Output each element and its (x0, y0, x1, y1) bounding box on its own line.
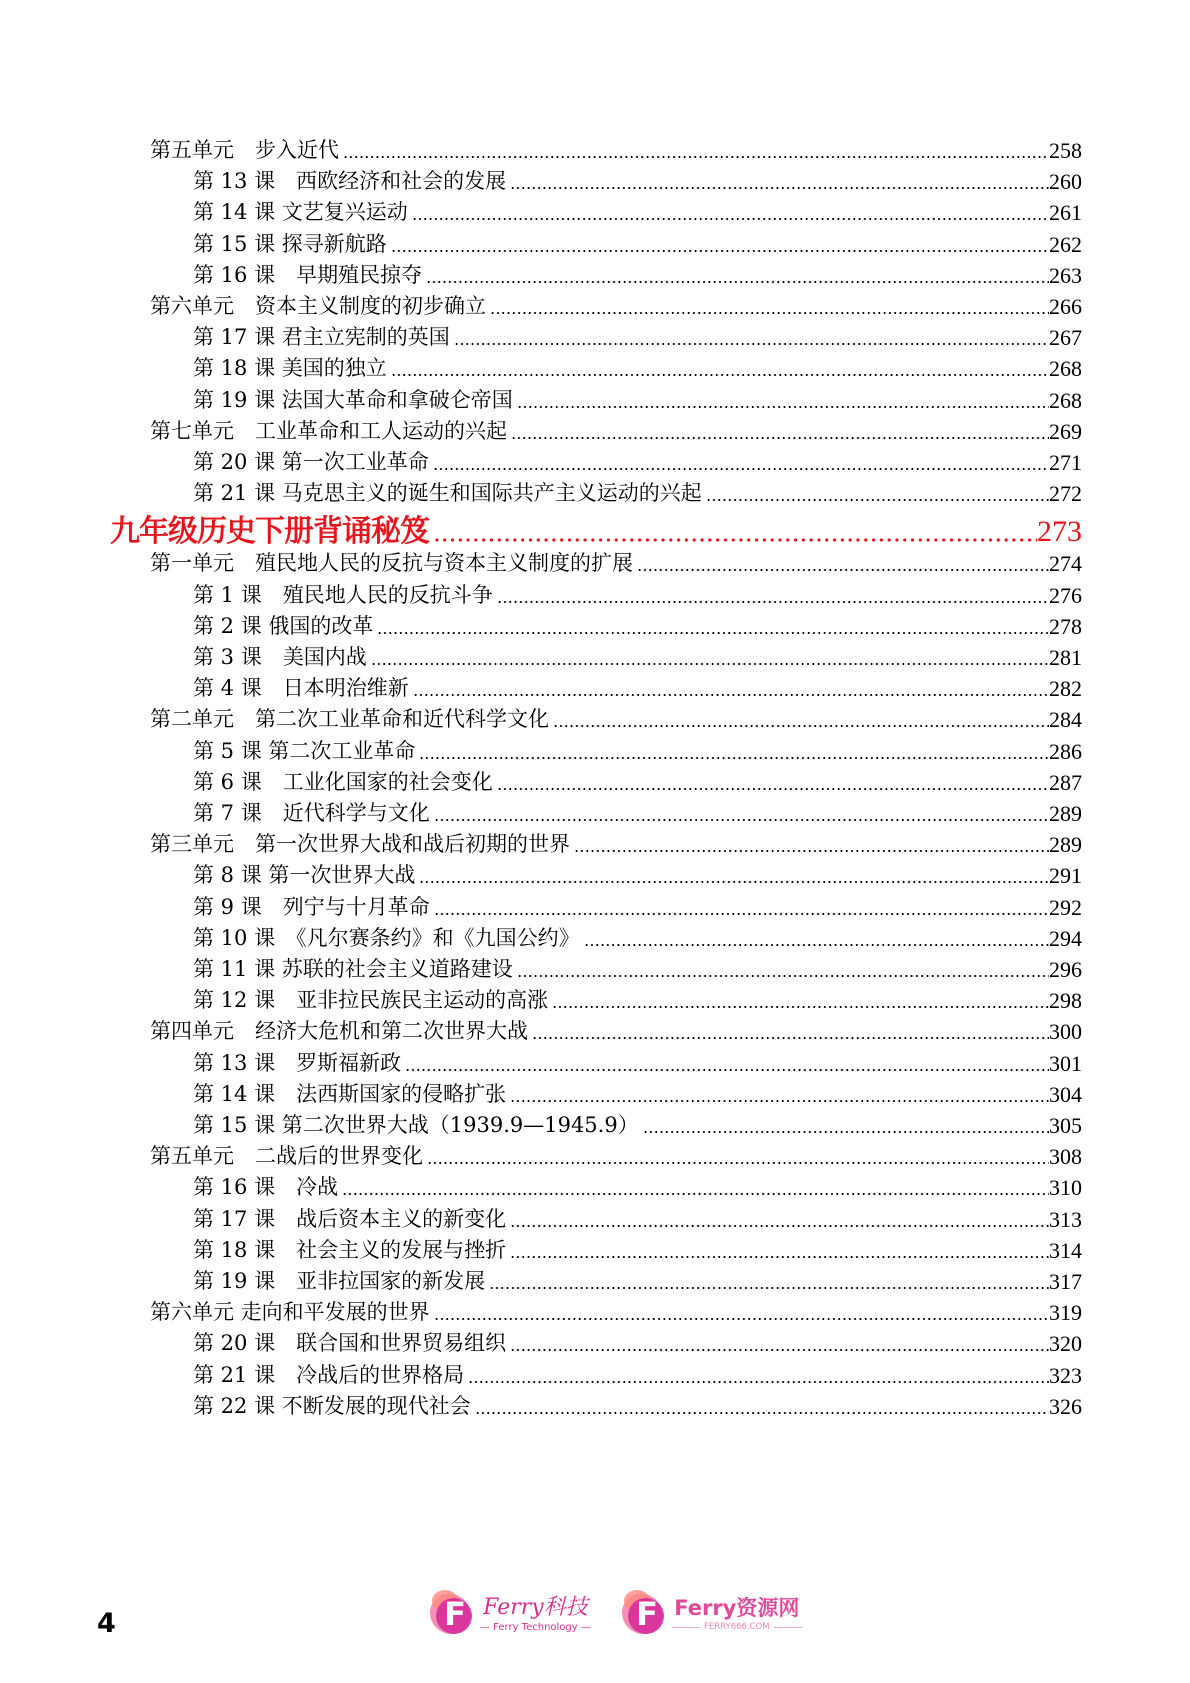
toc-entry-title: 第 5 课 第二次工业革命 (193, 738, 416, 763)
toc-entry-page-number: 323 (1049, 1362, 1082, 1388)
dot-leader (510, 166, 1049, 197)
toc-entry-title: 第 1 课 殖民地人民的反抗斗争 (193, 582, 493, 607)
dot-leader (412, 197, 1049, 228)
dot-leader (706, 478, 1049, 509)
logo-title: Ferry资源网 (674, 1596, 800, 1620)
toc-lesson-entry[interactable] (193, 478, 1082, 509)
toc-lesson-entry[interactable] (193, 322, 1082, 353)
toc-entry-page-number: 274 (1049, 551, 1082, 577)
toc-entry-title: 第 9 课 列宁与十月革命 (193, 894, 430, 919)
dot-leader (433, 511, 1037, 553)
toc-entry-page-number: 291 (1049, 863, 1082, 889)
toc-entry-title: 第 6 课 工业化国家的社会变化 (193, 769, 493, 794)
toc-entry-title: 第 4 课 日本明治维新 (193, 676, 409, 701)
toc-entry-page-number: 284 (1049, 707, 1082, 733)
toc-entry-page-number: 326 (1049, 1393, 1082, 1419)
toc-entry-page-number: 305 (1049, 1113, 1082, 1138)
toc-entry-page-number: 268 (1049, 387, 1082, 413)
toc-entry-page-number: 282 (1049, 676, 1082, 702)
toc-entry-page-number: 258 (1049, 138, 1082, 163)
toc-entry-title: 第 18 课 美国的独立 (193, 356, 387, 381)
toc-entry-page-number: 273 (1037, 515, 1082, 549)
dot-leader (419, 860, 1049, 891)
page-number: 4 (97, 1608, 116, 1639)
toc-entry-page-number: 286 (1049, 738, 1082, 764)
toc-entry-title: 第 13 课 西欧经济和社会的发展 (193, 169, 507, 194)
ferry-resource-logo (622, 1585, 802, 1641)
toc-entry-title: 第六单元 资本主义制度的初步确立 (150, 294, 486, 318)
toc-entry-page-number: 289 (1049, 801, 1082, 826)
toc-lesson-entry[interactable] (193, 166, 1082, 197)
toc-entry-title: 第 22 课 不断发展的现代社会 (193, 1393, 471, 1418)
toc-entry-title: 第二单元 第二次工业革命和近代科学文化 (150, 707, 549, 732)
toc-entry-page-number: 308 (1049, 1144, 1082, 1170)
dot-leader (434, 892, 1049, 923)
toc-entry-title: 第七单元 工业革命和工人运动的兴起 (150, 418, 507, 443)
toc-lesson-entry[interactable] (193, 580, 1082, 611)
toc-lesson-entry[interactable] (193, 1391, 1082, 1422)
dot-leader (510, 1204, 1049, 1235)
toc-entry-page-number: 294 (1049, 925, 1082, 951)
toc-lesson-entry[interactable] (193, 798, 1082, 829)
toc-entry-page-number: 269 (1049, 418, 1082, 444)
toc-entry-title: 第 15 课 探寻新航路 (193, 231, 387, 256)
toc-lesson-entry[interactable] (193, 767, 1082, 798)
dot-leader (413, 673, 1049, 704)
toc-unit-entry[interactable] (150, 704, 1082, 735)
toc-entry-title: 第 14 课 文艺复兴运动 (193, 200, 408, 225)
dot-leader (517, 385, 1049, 416)
dot-leader (434, 798, 1049, 829)
toc-entry-title: 第一单元 殖民地人民的反抗与资本主义制度的扩展 (150, 551, 633, 576)
toc-lesson-entry[interactable] (193, 1235, 1082, 1266)
toc-unit-entry[interactable] (150, 416, 1082, 447)
dot-leader (510, 1328, 1049, 1359)
toc-entry-title: 第 19 课 法国大革命和拿破仑帝国 (193, 387, 513, 412)
toc-lesson-entry[interactable] (193, 1110, 1082, 1141)
toc-entry-page-number: 292 (1049, 894, 1082, 920)
toc-entry-title: 第 18 课 社会主义的发展与挫折 (193, 1237, 507, 1262)
dot-leader (475, 1391, 1049, 1422)
toc-entry-title: 第 17 课 君主立宪制的英国 (193, 325, 450, 350)
toc-entry-title: 第 10 课 《凡尔赛条约》和《九国公约》 (193, 925, 580, 950)
dot-leader (434, 1297, 1049, 1328)
toc-entry-title: 第五单元 二战后的世界变化 (150, 1144, 423, 1169)
toc-entry-title: 第 16 课 冷战 (193, 1175, 339, 1200)
toc-entry-title: 第 21 课 冷战后的世界格局 (193, 1362, 465, 1387)
ferry-logo-icon: F (622, 1590, 668, 1636)
dot-leader (643, 1110, 1049, 1141)
toc-entry-page-number: 289 (1049, 832, 1082, 858)
logo-subtitle: — Ferry Technology — (480, 1621, 591, 1633)
toc-entry-title: 第 20 课 第一次工业革命 (193, 450, 429, 474)
toc-entry-page-number: 263 (1049, 262, 1082, 288)
toc-entry-title: 第三单元 第一次世界大战和战后初期的世界 (150, 832, 570, 857)
toc-entry-page-number: 278 (1049, 613, 1082, 639)
toc-lesson-entry[interactable] (193, 611, 1082, 642)
toc-lesson-entry[interactable] (193, 1328, 1082, 1359)
toc-entry-title: 第四单元 经济大危机和第二次世界大战 (150, 1019, 528, 1044)
toc-entry-page-number: 298 (1049, 988, 1082, 1014)
dot-leader (454, 322, 1049, 353)
toc-unit-entry[interactable] (150, 1297, 1082, 1328)
toc-lesson-entry[interactable] (193, 673, 1082, 704)
dot-leader (497, 767, 1049, 798)
dot-leader (637, 548, 1049, 579)
toc-entry-title: 第 8 课 第一次世界大战 (193, 863, 416, 888)
dot-leader (584, 923, 1049, 954)
toc-entry-page-number: 287 (1049, 769, 1082, 795)
dot-leader (510, 1235, 1049, 1266)
toc-entry-page-number: 304 (1049, 1081, 1082, 1107)
dot-leader (433, 447, 1049, 478)
logo-title: Ferry科技 (483, 1594, 588, 1620)
toc-entry-title: 第六单元 走向和平发展的世界 (150, 1300, 430, 1325)
toc-unit-entry[interactable] (150, 548, 1082, 579)
dot-leader (426, 260, 1049, 291)
toc-lesson-entry[interactable] (193, 860, 1082, 891)
toc-entry-page-number: 268 (1049, 356, 1082, 382)
toc-entry-page-number: 276 (1049, 582, 1082, 608)
toc-entry-title: 九年级历史下册背诵秘笈 (110, 514, 429, 550)
toc-lesson-entry[interactable] (193, 1172, 1082, 1203)
toc-lesson-entry[interactable] (193, 985, 1082, 1016)
toc-entry-page-number: 300 (1049, 1019, 1082, 1045)
dot-leader (497, 580, 1049, 611)
toc-lesson-entry[interactable] (193, 447, 1082, 478)
toc-entry-title: 第 3 课 美国内战 (193, 645, 367, 669)
toc-lesson-entry[interactable] (193, 197, 1082, 228)
dot-leader (490, 291, 1049, 322)
toc-lesson-entry[interactable] (193, 385, 1082, 416)
toc-entry-title: 第 7 课 近代科学与文化 (193, 801, 430, 825)
toc-entry-page-number: 271 (1049, 450, 1082, 475)
toc-lesson-entry[interactable] (193, 954, 1082, 985)
dot-leader (468, 1360, 1049, 1391)
toc-entry-page-number: 301 (1049, 1050, 1082, 1076)
dot-leader (405, 1048, 1049, 1079)
dot-leader (553, 704, 1049, 735)
toc-unit-entry[interactable] (150, 829, 1082, 860)
toc-unit-entry[interactable] (150, 1141, 1082, 1172)
dot-leader (371, 642, 1049, 673)
toc-entry-title: 第 11 课 苏联的社会主义道路建设 (193, 957, 513, 981)
dot-leader (489, 1266, 1049, 1297)
toc-unit-entry[interactable] (150, 291, 1082, 322)
toc-lesson-entry[interactable] (193, 892, 1082, 923)
dot-leader (532, 1016, 1049, 1047)
toc-section-heading[interactable] (110, 511, 1082, 553)
toc-entry-page-number: 313 (1049, 1206, 1082, 1232)
toc-entry-page-number: 266 (1049, 294, 1082, 319)
toc-entry-title: 第 16 课 早期殖民掠夺 (193, 262, 423, 287)
toc-entry-page-number: 320 (1049, 1331, 1082, 1357)
dot-leader (391, 353, 1049, 384)
dot-leader (517, 954, 1049, 985)
toc-lesson-entry[interactable] (193, 1079, 1082, 1110)
dot-leader (427, 1141, 1049, 1172)
toc-entry-title: 第 12 课 亚非拉民族民主运动的高涨 (193, 988, 549, 1013)
toc-entry-title: 第五单元 步入近代 (150, 138, 339, 162)
ferry-technology-logo (430, 1585, 591, 1641)
toc-entry-title: 第 20 课 联合国和世界贸易组织 (193, 1331, 507, 1356)
dot-leader (391, 229, 1049, 260)
toc-entry-page-number: 261 (1049, 200, 1082, 226)
dot-leader (342, 1172, 1049, 1203)
toc-lesson-entry[interactable] (193, 353, 1082, 384)
toc-lesson-entry[interactable] (193, 229, 1082, 260)
toc-lesson-entry[interactable] (193, 1204, 1082, 1235)
logo-subtitle: FERRY666.COM (672, 1622, 802, 1632)
toc-entry-page-number: 267 (1049, 325, 1082, 351)
toc-entry-page-number: 319 (1049, 1300, 1082, 1326)
dot-leader (574, 829, 1049, 860)
toc-entry-page-number: 310 (1049, 1175, 1082, 1201)
dot-leader (511, 416, 1049, 447)
dot-leader (552, 985, 1049, 1016)
dot-leader (419, 736, 1049, 767)
toc-lesson-entry[interactable] (193, 1266, 1082, 1297)
toc-lesson-entry[interactable] (193, 260, 1082, 291)
dot-leader (343, 135, 1049, 166)
toc-lesson-entry[interactable] (193, 923, 1082, 954)
toc-entry-title: 第 21 课 马克思主义的诞生和国际共产主义运动的兴起 (193, 481, 702, 506)
toc-unit-entry[interactable] (150, 135, 1082, 166)
toc-entry-page-number: 314 (1049, 1237, 1082, 1263)
toc-entry-title: 第 14 课 法西斯国家的侵略扩张 (193, 1081, 507, 1106)
toc-entry-title: 第 13 课 罗斯福新政 (193, 1050, 402, 1075)
dot-leader (377, 611, 1049, 642)
toc-entry-title: 第 19 课 亚非拉国家的新发展 (193, 1269, 486, 1293)
toc-lesson-entry[interactable] (193, 1048, 1082, 1079)
toc-lesson-entry[interactable] (193, 736, 1082, 767)
dot-leader (510, 1079, 1049, 1110)
toc-entry-title: 第 15 课 第二次世界大战（1939.9—1945.9） (193, 1113, 639, 1137)
toc-entry-title: 第 17 课 战后资本主义的新变化 (193, 1206, 507, 1231)
toc-entry-page-number: 272 (1049, 481, 1082, 507)
toc-entry-page-number: 260 (1049, 169, 1082, 195)
toc-entry-title: 第 2 课 俄国的改革 (193, 613, 374, 638)
toc-entry-page-number: 296 (1049, 957, 1082, 982)
toc-entry-page-number: 262 (1049, 231, 1082, 257)
toc-unit-entry[interactable] (150, 1016, 1082, 1047)
toc-lesson-entry[interactable] (193, 642, 1082, 673)
toc-lesson-entry[interactable] (193, 1360, 1082, 1391)
toc-entry-page-number: 281 (1049, 645, 1082, 670)
toc-entry-page-number: 317 (1049, 1269, 1082, 1294)
ferry-logo-icon: F (430, 1590, 476, 1636)
